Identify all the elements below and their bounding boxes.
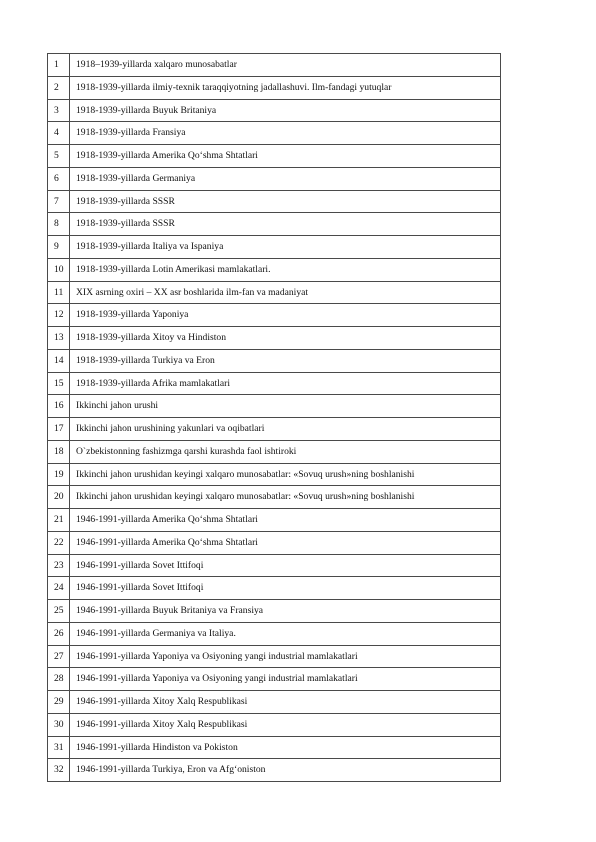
row-number: 31	[48, 736, 70, 759]
row-topic: Ikkinchi jahon urushi	[70, 395, 501, 418]
row-number: 10	[48, 258, 70, 281]
row-number: 1	[48, 54, 70, 77]
row-number: 9	[48, 236, 70, 259]
table-row	[48, 577, 501, 600]
row-topic: 1918-1939-yillarda ilmiy-texnik taraqqiyotning jadallashuvi. Ilm-fandagi yutuqlar	[70, 76, 501, 99]
table-row	[48, 54, 501, 77]
row-number: 21	[48, 509, 70, 532]
row-number: 5	[48, 145, 70, 168]
row-number: 11	[48, 281, 70, 304]
row-number: 12	[48, 304, 70, 327]
table-row	[48, 736, 501, 759]
topics-table	[47, 53, 501, 782]
table-row	[48, 509, 501, 532]
row-number: 28	[48, 668, 70, 691]
row-topic: Ikkinchi jahon urushining yakunlari va oqibatlari	[70, 418, 501, 441]
row-number: 8	[48, 213, 70, 236]
row-topic: 1946-1991-yillarda Xitoy Xalq Respublikasi	[70, 713, 501, 736]
row-number: 6	[48, 167, 70, 190]
table-row	[48, 76, 501, 99]
row-number: 15	[48, 372, 70, 395]
row-number: 16	[48, 395, 70, 418]
table-row	[48, 440, 501, 463]
row-topic: 1918-1939-yillarda Xitoy va Hindiston	[70, 327, 501, 350]
topics-table-body	[48, 54, 501, 782]
row-topic: 1946-1991-yillarda Turkiya, Eron va Afg‘oniston	[70, 759, 501, 782]
table-row	[48, 554, 501, 577]
row-number: 23	[48, 554, 70, 577]
row-topic: 1946-1991-yillarda Yaponiya va Osiyoning yangi industrial mamlakatlari	[70, 668, 501, 691]
table-row	[48, 691, 501, 714]
row-number: 7	[48, 190, 70, 213]
row-number: 20	[48, 486, 70, 509]
row-topic: 1946-1991-yillarda Amerika Qo‘shma Shtatlari	[70, 531, 501, 554]
row-topic: 1918–1939-yillarda xalqaro munosabatlar	[70, 54, 501, 77]
row-topic: Ikkinchi jahon urushidan keyingi xalqaro munosabatlar: «Sovuq urush»ning boshlanishi	[70, 463, 501, 486]
row-topic: 1918-1939-yillarda Germaniya	[70, 167, 501, 190]
table-row	[48, 304, 501, 327]
row-topic: 1946-1991-yillarda Sovet Ittifoqi	[70, 554, 501, 577]
row-topic: O`zbekistonning fashizmga qarshi kurashda faol ishtiroki	[70, 440, 501, 463]
table-row	[48, 713, 501, 736]
table-row	[48, 600, 501, 623]
table-row	[48, 258, 501, 281]
row-topic: 1918-1939-yillarda SSSR	[70, 213, 501, 236]
table-row	[48, 99, 501, 122]
row-number: 22	[48, 531, 70, 554]
table-row	[48, 236, 501, 259]
row-number: 3	[48, 99, 70, 122]
row-topic: 1918-1939-yillarda Yaponiya	[70, 304, 501, 327]
row-topic: 1918-1939-yillarda Amerika Qo‘shma Shtatlari	[70, 145, 501, 168]
table-row	[48, 167, 501, 190]
row-topic: 1918-1939-yillarda Italiya va Ispaniya	[70, 236, 501, 259]
table-row	[48, 668, 501, 691]
row-number: 19	[48, 463, 70, 486]
row-number: 14	[48, 349, 70, 372]
table-row	[48, 122, 501, 145]
row-topic: 1946-1991-yillarda Buyuk Britaniya va Fransiya	[70, 600, 501, 623]
table-row	[48, 145, 501, 168]
row-topic: 1946-1991-yillarda Sovet Ittifoqi	[70, 577, 501, 600]
row-number: 13	[48, 327, 70, 350]
row-number: 17	[48, 418, 70, 441]
table-row	[48, 327, 501, 350]
row-number: 29	[48, 691, 70, 714]
row-topic: XIX asrning oxiri – XX asr boshlarida ilm-fan va madaniyat	[70, 281, 501, 304]
table-row	[48, 463, 501, 486]
row-number: 4	[48, 122, 70, 145]
table-row	[48, 531, 501, 554]
row-number: 2	[48, 76, 70, 99]
row-topic: 1918-1939-yillarda SSSR	[70, 190, 501, 213]
table-row	[48, 622, 501, 645]
row-topic: 1918-1939-yillarda Turkiya va Eron	[70, 349, 501, 372]
table-row	[48, 395, 501, 418]
table-row	[48, 759, 501, 782]
row-number: 32	[48, 759, 70, 782]
row-number: 30	[48, 713, 70, 736]
row-number: 25	[48, 600, 70, 623]
row-topic: 1946-1991-yillarda Germaniya va Italiya.	[70, 622, 501, 645]
table-row	[48, 349, 501, 372]
table-row	[48, 486, 501, 509]
table-row	[48, 418, 501, 441]
row-topic: 1946-1991-yillarda Yaponiya va Osiyoning yangi industrial mamlakatlari	[70, 645, 501, 668]
table-row	[48, 281, 501, 304]
row-topic: 1918-1939-yillarda Lotin Amerikasi mamlakatlari.	[70, 258, 501, 281]
row-topic: 1946-1991-yillarda Amerika Qo‘shma Shtatlari	[70, 509, 501, 532]
row-topic: 1946-1991-yillarda Xitoy Xalq Respublikasi	[70, 691, 501, 714]
table-row	[48, 372, 501, 395]
row-topic: 1918-1939-yillarda Afrika mamlakatlari	[70, 372, 501, 395]
row-number: 27	[48, 645, 70, 668]
row-number: 18	[48, 440, 70, 463]
row-topic: 1946-1991-yillarda Hindiston va Pokiston	[70, 736, 501, 759]
table-row	[48, 190, 501, 213]
table-row	[48, 213, 501, 236]
row-number: 26	[48, 622, 70, 645]
row-number: 24	[48, 577, 70, 600]
row-topic: 1918-1939-yillarda Buyuk Britaniya	[70, 99, 501, 122]
table-row	[48, 645, 501, 668]
row-topic: 1918-1939-yillarda Fransiya	[70, 122, 501, 145]
row-topic: Ikkinchi jahon urushidan keyingi xalqaro munosabatlar: «Sovuq urush»ning boshlanishi	[70, 486, 501, 509]
